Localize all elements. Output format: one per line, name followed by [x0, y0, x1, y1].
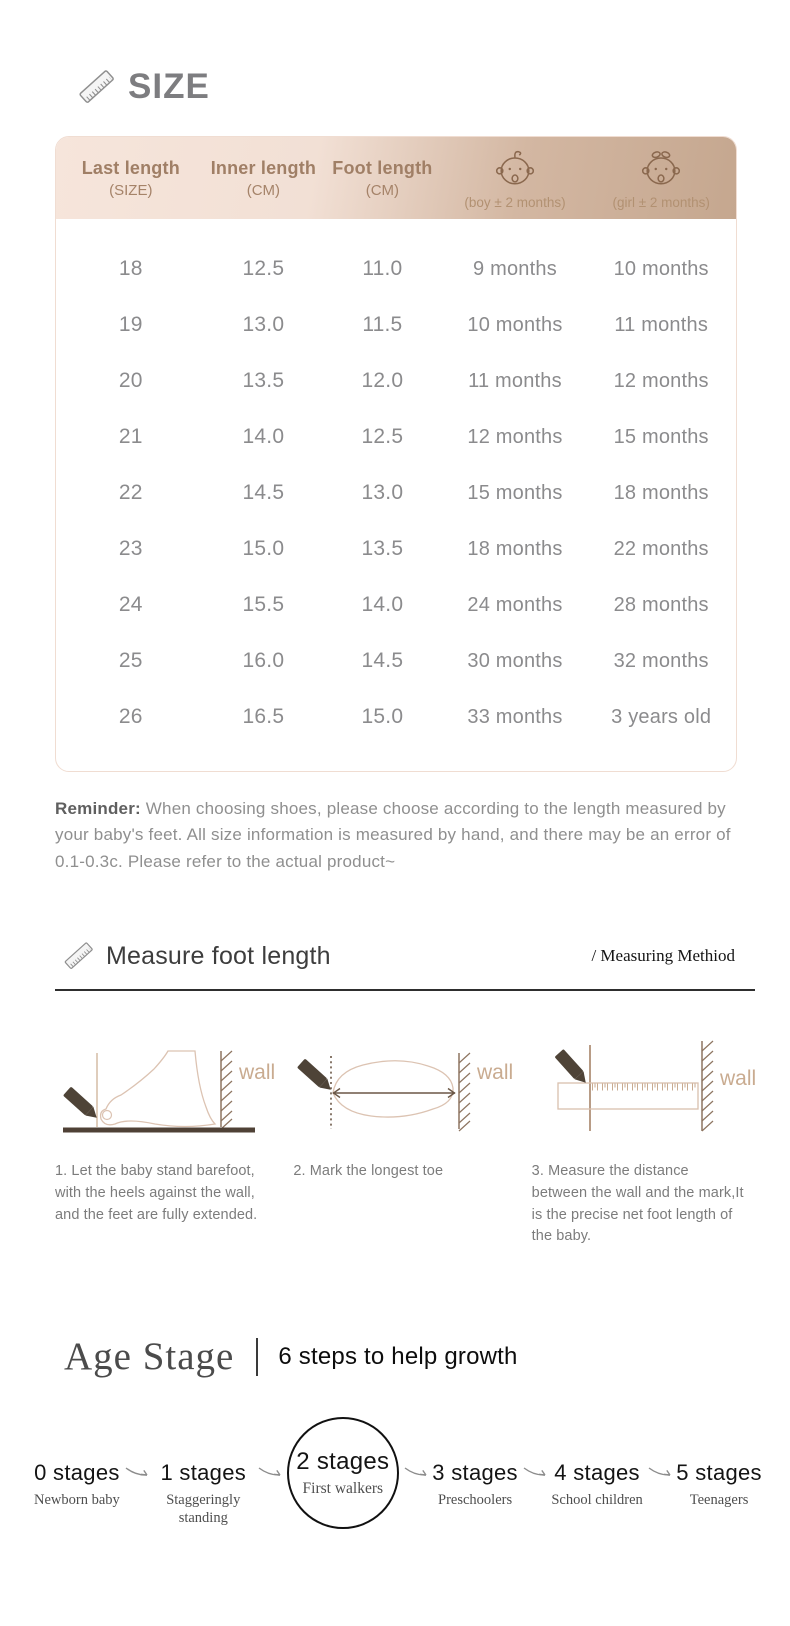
column-unit: (CM) [365, 181, 400, 199]
table-cell: 13.0 [242, 313, 285, 336]
table-cell: 15.0 [361, 705, 404, 728]
pencil-icon [63, 1087, 101, 1123]
wall-label: wall [719, 1067, 756, 1091]
column-header-inner-length [206, 158, 322, 199]
table-cell: 20 [118, 369, 143, 392]
column-title: (boy ± 2 months) [464, 195, 566, 210]
baby-boy-icon [494, 148, 536, 193]
table-cell: 28 months [613, 593, 709, 616]
pencil-icon [297, 1059, 335, 1095]
column-header-girl-age [586, 146, 736, 210]
table-row [56, 297, 736, 353]
size-section-header [76, 66, 790, 108]
table-cell: 11.0 [362, 257, 403, 280]
age-stage-1 [153, 1415, 253, 1527]
stage-label: 0 stages [34, 1460, 120, 1486]
table-row [56, 689, 736, 745]
age-stage-5 [676, 1415, 762, 1509]
measure-step-2 [293, 1031, 521, 1248]
table-cell: 13.0 [361, 481, 404, 504]
wall-label: wall [477, 1061, 514, 1085]
age-stages-row [34, 1415, 762, 1545]
age-stage-subtitle: 6 steps to help growth [278, 1342, 518, 1370]
divider [256, 1338, 258, 1376]
table-cell: 10 months [613, 257, 709, 280]
stage-label: 5 stages [676, 1460, 762, 1486]
measuring-method-label: / Measuring Methiod [591, 946, 735, 966]
column-title: (girl ± 2 months) [612, 195, 710, 210]
column-unit: (CM) [246, 181, 281, 199]
table-row [56, 633, 736, 689]
arrow-right-icon [257, 1415, 283, 1479]
column-title: Last length [81, 157, 180, 178]
ruler-icon [62, 939, 96, 973]
column-title: Inner length [210, 157, 317, 178]
table-cell: 11.5 [362, 313, 403, 336]
table-cell: 15.0 [242, 537, 285, 560]
table-cell: 11 months [614, 313, 709, 336]
table-cell: 14.5 [361, 649, 404, 672]
age-stage-4 [551, 1415, 642, 1509]
step-caption: 2. Mark the longest toe [293, 1163, 444, 1180]
divider [55, 989, 755, 991]
table-cell: 12 months [467, 425, 563, 448]
wall-label: wall [239, 1061, 276, 1085]
table-cell: 18 [118, 257, 143, 280]
table-cell: 33 months [467, 705, 563, 728]
table-cell: 16.5 [242, 705, 285, 728]
table-cell: 13.5 [361, 537, 404, 560]
table-cell: 26 [118, 705, 143, 728]
ruler-icon [76, 66, 118, 108]
table-cell: 15.5 [242, 593, 285, 616]
step-caption: 1. Let the baby stand barefoot, with the heels against the wall, and the feet are fully extended. [55, 1163, 258, 1223]
stage-label: 1 stages [160, 1460, 247, 1486]
product-size-page [0, 66, 790, 1626]
table-cell: 18 months [467, 537, 563, 560]
step-caption: 3. Measure the distance between the wall and the mark,It is the precise net foot length of the baby. [531, 1163, 744, 1245]
stage-description: First walkers [302, 1479, 384, 1497]
age-stage-2 [287, 1417, 399, 1529]
stage-description: Teenagers [689, 1492, 749, 1509]
baby-girl-icon [640, 148, 682, 193]
column-header-last-length [56, 158, 206, 199]
reminder-label: Reminder: [55, 799, 141, 818]
table-cell: 22 months [613, 537, 709, 560]
arrow-right-icon [124, 1415, 150, 1479]
arrow-right-icon [522, 1415, 548, 1479]
stage-label: 3 stages [432, 1460, 518, 1486]
ruler-measure-illustration [532, 1031, 757, 1141]
foot-side-view-illustration [55, 1031, 280, 1141]
table-cell: 14.5 [242, 481, 285, 504]
age-stage-header [64, 1334, 790, 1379]
stage-label: 4 stages [554, 1460, 640, 1486]
table-cell: 13.5 [242, 369, 285, 392]
table-row [56, 465, 736, 521]
measure-steps [55, 1031, 760, 1248]
table-cell: 16.0 [242, 649, 285, 672]
table-row [56, 241, 736, 297]
table-cell: 15 months [467, 481, 563, 504]
table-row [56, 409, 736, 465]
table-cell: 14.0 [242, 425, 285, 448]
stage-description: Preschoolers [438, 1492, 513, 1509]
reminder-text: When choosing shoes, please choose according to the length measured by your baby's feet. All size information is measured by hand, and there may be an error of 0.1-0.3c. Please refer to the actual product~ [55, 799, 731, 871]
measure-step-3 [532, 1031, 760, 1248]
table-row [56, 521, 736, 577]
table-cell: 21 [118, 425, 143, 448]
measure-section-header [62, 939, 735, 973]
column-header-boy-age [444, 146, 587, 210]
size-table-header [56, 137, 736, 219]
foot-top-view-illustration [293, 1031, 518, 1141]
column-unit: (SIZE) [109, 181, 153, 199]
table-cell: 23 [118, 537, 143, 560]
measure-section-title: Measure foot length [106, 941, 331, 970]
column-header-foot-length [321, 158, 443, 199]
size-section-title: SIZE [128, 67, 210, 106]
size-table [55, 136, 737, 772]
age-stage-title: Age Stage [64, 1335, 235, 1379]
arrow-right-icon [403, 1415, 429, 1479]
arrow-right-icon [647, 1415, 673, 1479]
table-cell: 22 [118, 481, 143, 504]
table-cell: 15 months [613, 425, 709, 448]
table-cell: 25 [118, 649, 143, 672]
column-title: Foot length [332, 157, 433, 178]
table-cell: 12.5 [361, 425, 404, 448]
table-cell: 11 months [468, 369, 562, 392]
stage-description: Staggeringly standing [166, 1492, 241, 1527]
table-cell: 32 months [613, 649, 709, 672]
table-cell: 3 years old [611, 705, 712, 728]
table-cell: 10 months [467, 313, 563, 336]
table-cell: 19 [118, 313, 143, 336]
stage-description: School children [551, 1492, 643, 1509]
stage-description: Newborn baby [34, 1492, 120, 1509]
table-cell: 12 months [613, 369, 709, 392]
table-row [56, 353, 736, 409]
age-stage-0 [34, 1415, 120, 1509]
size-table-body [56, 219, 736, 771]
table-cell: 18 months [613, 481, 709, 504]
age-stage-3 [432, 1415, 518, 1509]
reminder-note [55, 796, 735, 875]
table-cell: 14.0 [361, 593, 404, 616]
table-row [56, 577, 736, 633]
measure-step-1 [55, 1031, 283, 1248]
table-cell: 9 months [473, 257, 557, 280]
table-cell: 12.5 [242, 257, 285, 280]
pencil-icon [554, 1049, 590, 1087]
table-cell: 12.0 [361, 369, 404, 392]
table-cell: 24 months [467, 593, 563, 616]
table-cell: 30 months [467, 649, 563, 672]
stage-label: 2 stages [296, 1447, 390, 1475]
table-cell: 24 [118, 593, 143, 616]
